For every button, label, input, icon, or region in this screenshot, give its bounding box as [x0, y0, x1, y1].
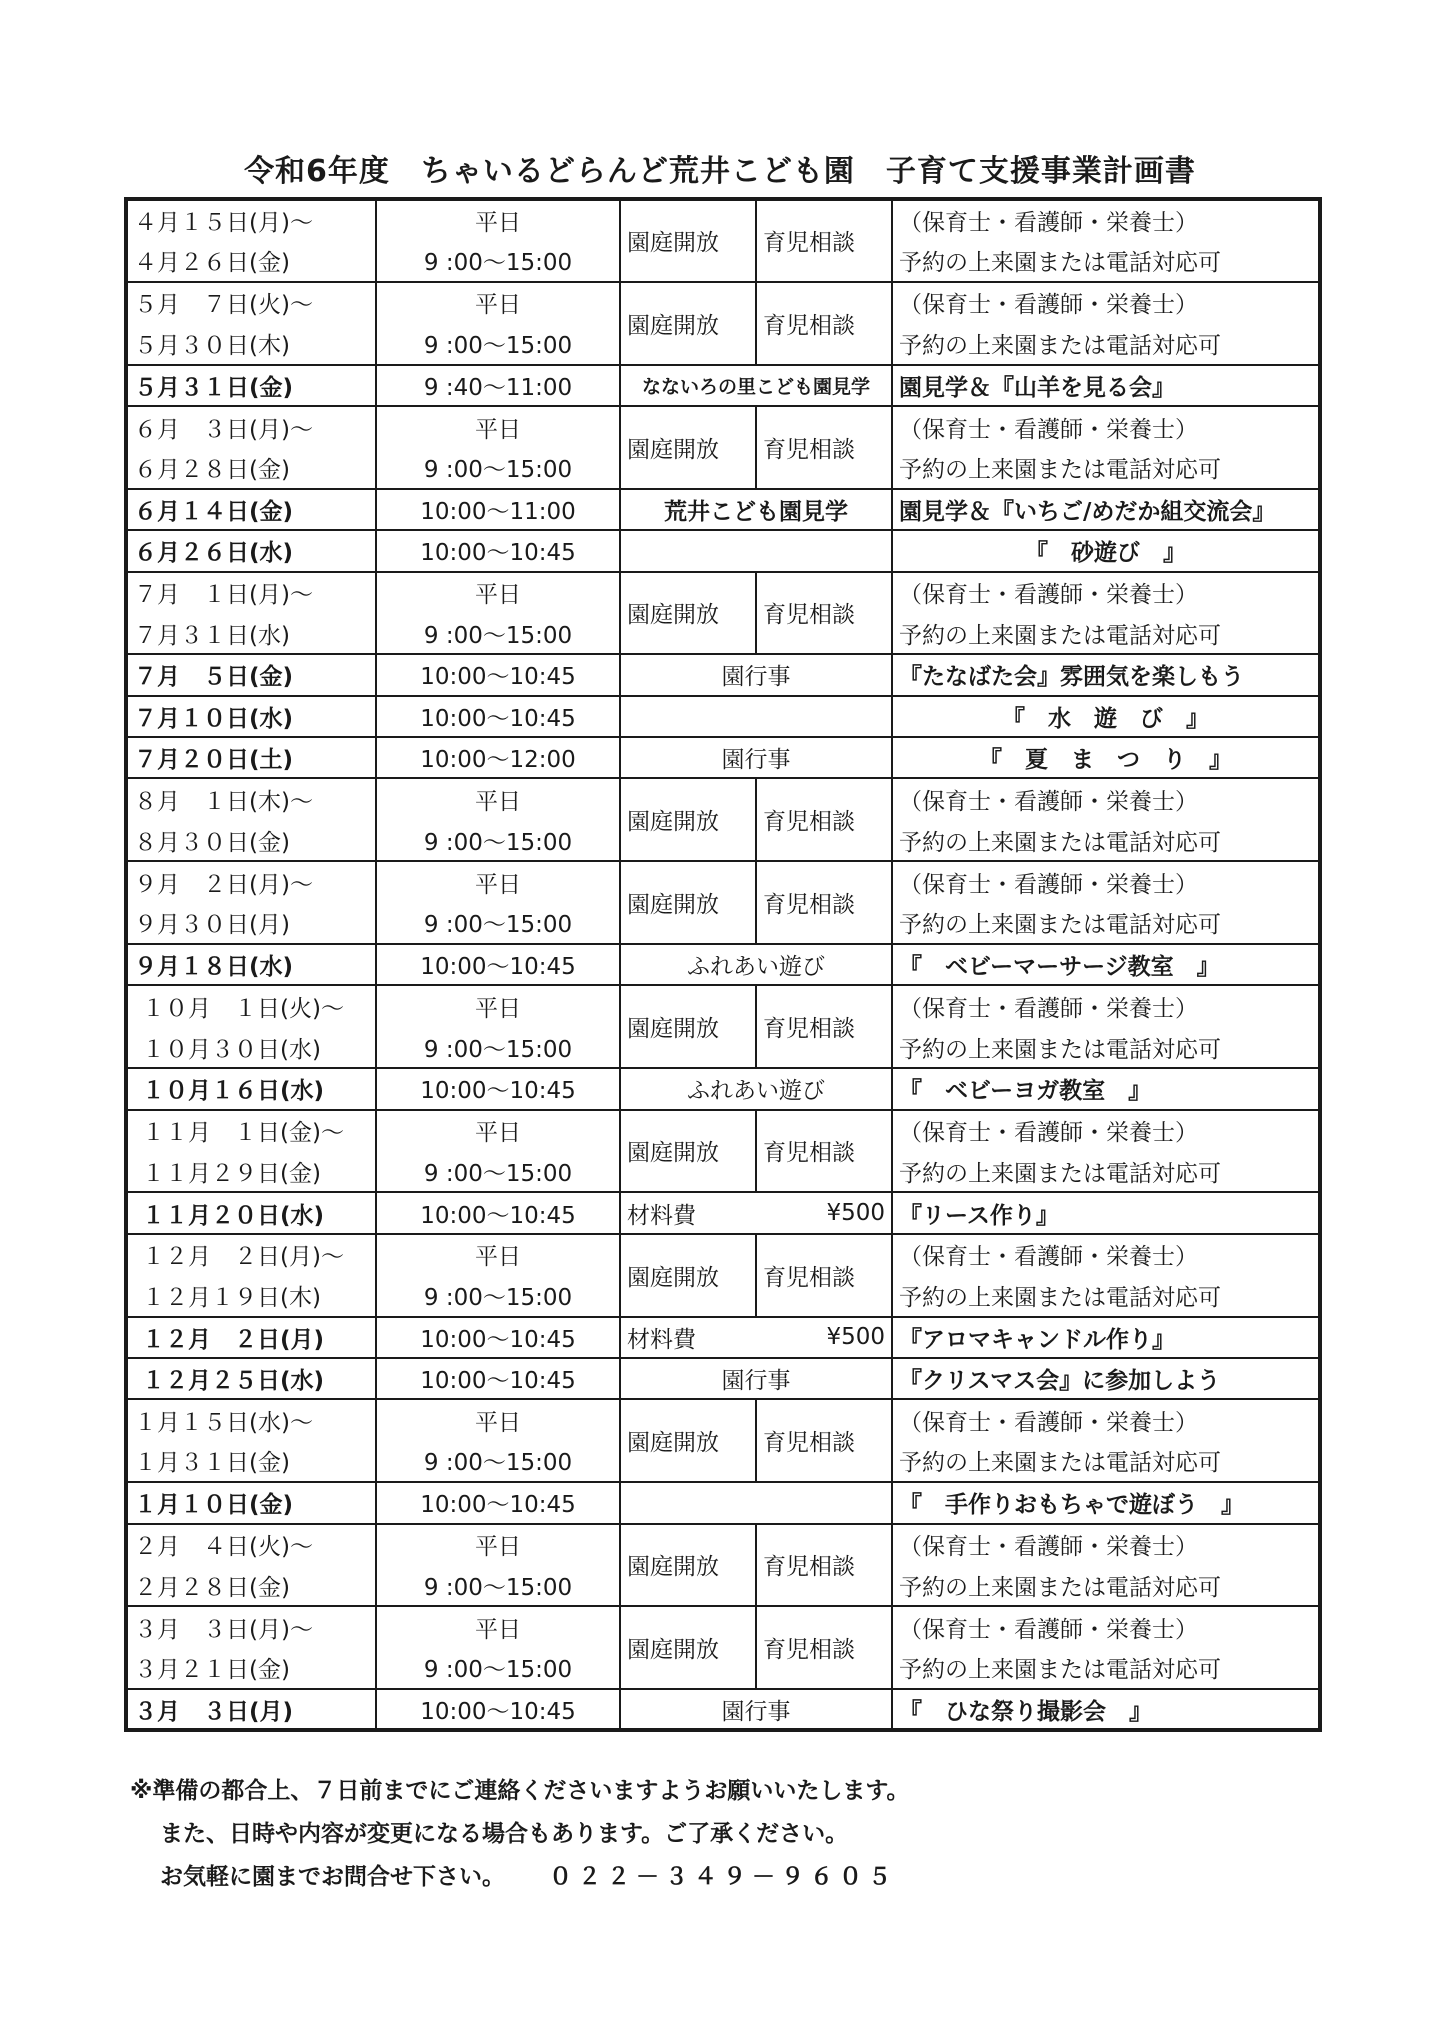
- notes: [130, 1770, 910, 1899]
- open-hours: 9 :00～15:00: [376, 613, 620, 654]
- open-days-row: [126, 1399, 1320, 1440]
- event-time: 10:00～10:45: [376, 1317, 620, 1358]
- event-title: 園見学＆『山羊を見る会』: [892, 365, 1320, 406]
- garden-open-label: 園庭開放: [620, 1399, 756, 1482]
- reservation-note: 予約の上来園または電話対応可: [892, 903, 1320, 944]
- event-time: 10:00～10:45: [376, 1689, 620, 1730]
- date-range-end: ７月３１日(水): [126, 613, 376, 654]
- event-title: 『 夏 ま つ り 』: [892, 737, 1320, 778]
- event-time: 9 :40～11:00: [376, 365, 620, 406]
- event-date: １２月２５日(水): [126, 1358, 376, 1399]
- event-category: 園行事: [620, 1358, 892, 1399]
- event-title: 園見学＆『いちご/めだか組交流会』: [892, 489, 1320, 530]
- date-range-end: １２月１９日(木): [126, 1275, 376, 1316]
- open-hours: 9 :00～15:00: [376, 447, 620, 488]
- date-range-start: ５月 ７日(火)～: [126, 282, 376, 323]
- garden-open-label: 園庭開放: [620, 1234, 756, 1317]
- event-time: 10:00～10:45: [376, 530, 620, 571]
- event-date: １月１０日(金): [126, 1482, 376, 1523]
- date-range-end: １０月３０日(水): [126, 1027, 376, 1068]
- reservation-note: 予約の上来園または電話対応可: [892, 1027, 1320, 1068]
- reservation-note: 予約の上来園または電話対応可: [892, 1441, 1320, 1482]
- reservation-note: 予約の上来園または電話対応可: [892, 613, 1320, 654]
- note-line-3: [130, 1856, 910, 1899]
- staff-note: （保育士・看護師・栄養士）: [892, 282, 1320, 323]
- garden-open-label: 園庭開放: [620, 199, 756, 282]
- open-days-row: [126, 1524, 1320, 1565]
- event-row: [126, 1068, 1320, 1109]
- weekday-label: 平日: [376, 282, 620, 323]
- open-days-row: [126, 282, 1320, 323]
- phone-number: ０２２－３４９－９６０５: [549, 1864, 897, 1890]
- open-days-row: [126, 1110, 1320, 1151]
- event-date: ６月１４日(金): [126, 489, 376, 530]
- event-category: 園行事: [620, 1689, 892, 1730]
- garden-open-label: 園庭開放: [620, 861, 756, 944]
- event-title: 『 ベビーマーサージ教室 』: [892, 944, 1320, 985]
- event-title: 『 ひな祭り撮影会 』: [892, 1689, 1320, 1730]
- reservation-note: 予約の上来園または電話対応可: [892, 1151, 1320, 1192]
- staff-note: （保育士・看護師・栄養士）: [892, 199, 1320, 240]
- event-date: ６月２６日(水): [126, 530, 376, 571]
- event-date: ７月１０日(水): [126, 696, 376, 737]
- date-range-start: １２月 ２日(月)～: [126, 1234, 376, 1275]
- event-date: １２月 ２日(月): [126, 1317, 376, 1358]
- event-time: 10:00～10:45: [376, 1068, 620, 1109]
- consultation-label: 育児相談: [756, 778, 892, 861]
- open-hours: 9 :00～15:00: [376, 240, 620, 281]
- open-hours: 9 :00～15:00: [376, 1565, 620, 1606]
- staff-note: （保育士・看護師・栄養士）: [892, 778, 1320, 819]
- reservation-note: 予約の上来園または電話対応可: [892, 447, 1320, 488]
- date-range-end: ３月２１日(金): [126, 1648, 376, 1689]
- garden-open-label: 園庭開放: [620, 1606, 756, 1689]
- garden-open-label: 園庭開放: [620, 282, 756, 365]
- event-row: [126, 1317, 1320, 1358]
- open-days-row: [126, 572, 1320, 613]
- consultation-label: 育児相談: [756, 199, 892, 282]
- date-range-start: １月１５日(水)～: [126, 1399, 376, 1440]
- date-range-start: ３月 ３日(月)～: [126, 1606, 376, 1647]
- event-time: 10:00～10:45: [376, 1482, 620, 1523]
- event-category: 園行事: [620, 654, 892, 695]
- consultation-label: 育児相談: [756, 861, 892, 944]
- weekday-label: 平日: [376, 406, 620, 447]
- weekday-label: 平日: [376, 1399, 620, 1440]
- event-title: 『たなばた会』雰囲気を楽しもう: [892, 654, 1320, 695]
- consultation-label: 育児相談: [756, 1606, 892, 1689]
- date-range-end: ６月２８日(金): [126, 447, 376, 488]
- date-range-start: ８月 １日(木)～: [126, 778, 376, 819]
- event-category: 荒井こども園見学: [620, 489, 892, 530]
- event-title: 『アロマキャンドル作り』: [892, 1317, 1320, 1358]
- event-title: 『 ベビーヨガ教室 』: [892, 1068, 1320, 1109]
- material-fee-amount: ¥500: [756, 1192, 892, 1233]
- open-hours: 9 :00～15:00: [376, 1275, 620, 1316]
- schedule-table: [124, 197, 1322, 1732]
- reservation-note: 予約の上来園または電話対応可: [892, 1648, 1320, 1689]
- event-time: 10:00～10:45: [376, 696, 620, 737]
- open-days-row: [126, 861, 1320, 902]
- garden-open-label: 園庭開放: [620, 406, 756, 489]
- event-date: １０月１６日(水): [126, 1068, 376, 1109]
- event-title: 『 砂遊び 』: [892, 530, 1320, 571]
- event-time: 10:00～12:00: [376, 737, 620, 778]
- open-days-row: [126, 1606, 1320, 1647]
- weekday-label: 平日: [376, 1110, 620, 1151]
- date-range-end: ４月２６日(金): [126, 240, 376, 281]
- event-category: [620, 696, 892, 737]
- event-title: 『 水 遊 び 』: [892, 696, 1320, 737]
- event-row: [126, 365, 1320, 406]
- note-line-1: ※準備の都合上、７日前までにご連絡くださいますようお願いいたします。: [130, 1778, 910, 1804]
- event-date: ７月２０日(土): [126, 737, 376, 778]
- garden-open-label: 園庭開放: [620, 1524, 756, 1607]
- event-time: 10:00～10:45: [376, 1358, 620, 1399]
- event-date: ９月１８日(水): [126, 944, 376, 985]
- consultation-label: 育児相談: [756, 1399, 892, 1482]
- event-date: ３月 ３日(月): [126, 1689, 376, 1730]
- date-range-end: ９月３０日(月): [126, 903, 376, 944]
- open-days-row: [126, 406, 1320, 447]
- open-days-row: [126, 778, 1320, 819]
- event-row: [126, 737, 1320, 778]
- date-range-start: ６月 ３日(月)～: [126, 406, 376, 447]
- event-row: [126, 530, 1320, 571]
- event-category: ふれあい遊び: [620, 944, 892, 985]
- weekday-label: 平日: [376, 1606, 620, 1647]
- event-row: [126, 654, 1320, 695]
- event-row: [126, 1192, 1320, 1233]
- staff-note: （保育士・看護師・栄養士）: [892, 1524, 1320, 1565]
- event-date: ７月 ５日(金): [126, 654, 376, 695]
- reservation-note: 予約の上来園または電話対応可: [892, 323, 1320, 364]
- date-range-end: ２月２８日(金): [126, 1565, 376, 1606]
- date-range-start: １０月 １日(火)～: [126, 985, 376, 1026]
- event-row: [126, 1358, 1320, 1399]
- consultation-label: 育児相談: [756, 406, 892, 489]
- event-date: ５月３１日(金): [126, 365, 376, 406]
- date-range-start: ７月 １日(月)～: [126, 572, 376, 613]
- weekday-label: 平日: [376, 199, 620, 240]
- event-row: [126, 696, 1320, 737]
- open-hours: 9 :00～15:00: [376, 1151, 620, 1192]
- reservation-note: 予約の上来園または電話対応可: [892, 820, 1320, 861]
- consultation-label: 育児相談: [756, 1524, 892, 1607]
- consultation-label: 育児相談: [756, 1110, 892, 1193]
- reservation-note: 予約の上来園または電話対応可: [892, 1275, 1320, 1316]
- date-range-start: １１月 １日(金)～: [126, 1110, 376, 1151]
- event-title: 『リース作り』: [892, 1192, 1320, 1233]
- weekday-label: 平日: [376, 1234, 620, 1275]
- staff-note: （保育士・看護師・栄養士）: [892, 572, 1320, 613]
- garden-open-label: 園庭開放: [620, 778, 756, 861]
- page-title: 令和6年度 ちゃいるどらんど荒井こども園 子育て支援事業計画書: [244, 154, 1196, 189]
- event-row: [126, 1689, 1320, 1730]
- weekday-label: 平日: [376, 861, 620, 902]
- open-hours: 9 :00～15:00: [376, 1441, 620, 1482]
- material-fee-label: 材料費: [620, 1192, 756, 1233]
- open-days-row: [126, 985, 1320, 1026]
- event-category: [620, 530, 892, 571]
- consultation-label: 育児相談: [756, 985, 892, 1068]
- event-title: 『クリスマス会』に参加しよう: [892, 1358, 1320, 1399]
- open-days-row: [126, 1234, 1320, 1275]
- event-time: 10:00～10:45: [376, 654, 620, 695]
- event-time: 10:00～10:45: [376, 1192, 620, 1233]
- staff-note: （保育士・看護師・栄養士）: [892, 985, 1320, 1026]
- reservation-note: 予約の上来園または電話対応可: [892, 240, 1320, 281]
- event-date: １１月２０日(水): [126, 1192, 376, 1233]
- open-days-row: [126, 199, 1320, 240]
- open-hours: 9 :00～15:00: [376, 1027, 620, 1068]
- open-hours: 9 :00～15:00: [376, 323, 620, 364]
- weekday-label: 平日: [376, 778, 620, 819]
- date-range-start: ２月 ４日(火)～: [126, 1524, 376, 1565]
- event-time: 10:00～11:00: [376, 489, 620, 530]
- garden-open-label: 園庭開放: [620, 572, 756, 655]
- consultation-label: 育児相談: [756, 572, 892, 655]
- material-fee-amount: ¥500: [756, 1317, 892, 1358]
- staff-note: （保育士・看護師・栄養士）: [892, 1606, 1320, 1647]
- event-category: [620, 1482, 892, 1523]
- weekday-label: 平日: [376, 985, 620, 1026]
- event-category: ふれあい遊び: [620, 1068, 892, 1109]
- date-range-end: ５月３０日(木): [126, 323, 376, 364]
- event-category: 園行事: [620, 737, 892, 778]
- staff-note: （保育士・看護師・栄養士）: [892, 1234, 1320, 1275]
- open-hours: 9 :00～15:00: [376, 1648, 620, 1689]
- event-row: [126, 489, 1320, 530]
- weekday-label: 平日: [376, 572, 620, 613]
- event-row: [126, 1482, 1320, 1523]
- event-row: [126, 944, 1320, 985]
- event-title: 『 手作りおもちゃで遊ぼう 』: [892, 1482, 1320, 1523]
- consultation-label: 育児相談: [756, 282, 892, 365]
- weekday-label: 平日: [376, 1524, 620, 1565]
- staff-note: （保育士・看護師・栄養士）: [892, 406, 1320, 447]
- event-time: 10:00～10:45: [376, 944, 620, 985]
- date-range-start: ９月 ２日(月)～: [126, 861, 376, 902]
- open-hours: 9 :00～15:00: [376, 903, 620, 944]
- consultation-label: 育児相談: [756, 1234, 892, 1317]
- event-category: なないろの里こども園見学: [620, 365, 892, 406]
- date-range-end: ８月３０日(金): [126, 820, 376, 861]
- date-range-start: ４月１５日(月)～: [126, 199, 376, 240]
- staff-note: （保育士・看護師・栄養士）: [892, 861, 1320, 902]
- date-range-end: １月３１日(金): [126, 1441, 376, 1482]
- open-hours: 9 :00～15:00: [376, 820, 620, 861]
- material-fee-label: 材料費: [620, 1317, 756, 1358]
- date-range-end: １１月２９日(金): [126, 1151, 376, 1192]
- staff-note: （保育士・看護師・栄養士）: [892, 1110, 1320, 1151]
- note-contact-text: お気軽に園までお問合せ下さい。: [160, 1864, 505, 1890]
- schedule-table-body: [126, 199, 1320, 1730]
- reservation-note: 予約の上来園または電話対応可: [892, 1565, 1320, 1606]
- note-line-2: また、日時や内容が変更になる場合もあります。ご了承ください。: [160, 1821, 849, 1847]
- staff-note: （保育士・看護師・栄養士）: [892, 1399, 1320, 1440]
- garden-open-label: 園庭開放: [620, 985, 756, 1068]
- garden-open-label: 園庭開放: [620, 1110, 756, 1193]
